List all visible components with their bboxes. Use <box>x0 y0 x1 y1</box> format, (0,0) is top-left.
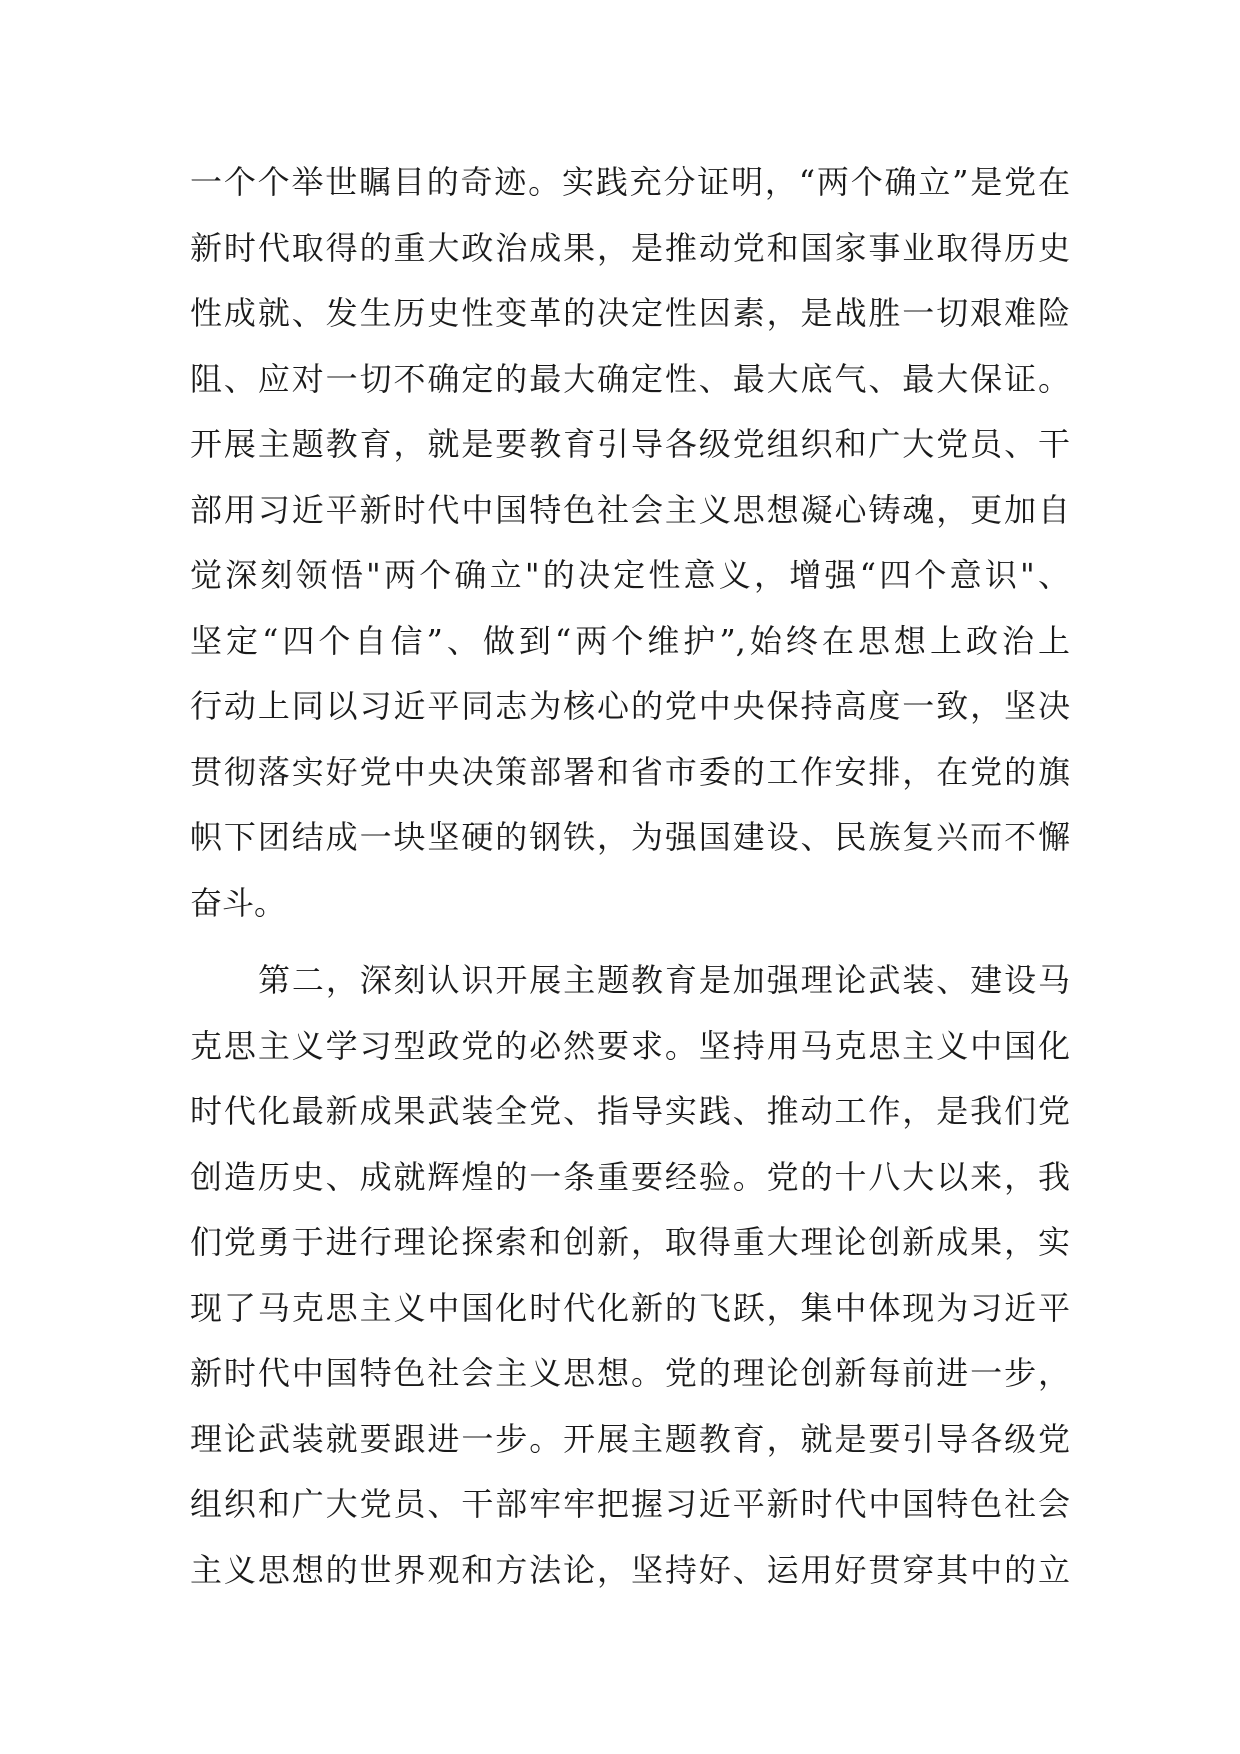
text-line: 新时代取得的重大政治成果，是推动党和国家事业取得历史 <box>190 228 1070 267</box>
body-text <box>190 150 1070 1603</box>
text-line: 现了马克思主义中国化时代化新的飞跃，集中体现为习近平 <box>190 1288 1070 1327</box>
text-line: 性成就、发生历史性变革的决定性因素，是战胜一切艰难险 <box>190 294 1070 332</box>
text-line: 开展主题教育，就是要教育引导各级党组织和广大党员、干 <box>190 425 1070 463</box>
text-line: 部用习近平新时代中国特色社会主义思想凝心铸魂，更加自 <box>190 490 1070 529</box>
text-line: 阻、应对一切不确定的最大确定性、最大底气、最大保证。 <box>190 359 1070 398</box>
text-line: 创造历史、成就辉煌的一条重要经验。党的十八大以来，我 <box>190 1157 1070 1196</box>
text-line: 坚定“四个自信”、做到“两个维护”,始终在思想上政治上 <box>190 621 1070 660</box>
text-line: 行动上同以习近平同志为核心的党中央保持高度一致，坚决 <box>190 687 1070 725</box>
text-line: 贯彻落实好党中央决策部署和省市委的工作安排，在党的旗 <box>190 752 1070 791</box>
text-line: 主义思想的世界观和方法论，坚持好、运用好贯穿其中的立 <box>190 1550 1070 1589</box>
paragraph-start-line: 第二，深刻认识开展主题教育是加强理论武装、建设马 <box>258 961 1070 999</box>
text-line: 觉深刻领悟"两个确立"的决定性意义，增强“四个意识"、 <box>190 556 1070 594</box>
text-line: 组织和广大党员、干部牢牢把握习近平新时代中国特色社会 <box>190 1485 1070 1523</box>
text-line: 们党勇于进行理论探索和创新，取得重大理论创新成果，实 <box>190 1223 1070 1261</box>
text-line: 一个个举世瞩目的奇迹。实践充分证明，“两个确立”是党在 <box>190 163 1070 201</box>
text-line: 克思主义学习型政党的必然要求。坚持用马克思主义中国化 <box>190 1026 1070 1065</box>
text-line: 帜下团结成一块坚硬的钢铁，为强国建设、民族复兴而不懈 <box>190 818 1070 856</box>
text-line: 理论武装就要跟进一步。开展主题教育，就是要引导各级党 <box>190 1419 1070 1458</box>
paragraph-end-line: 奋斗。 <box>190 883 287 922</box>
text-line: 时代化最新成果武装全党、指导实践、推动工作，是我们党 <box>190 1092 1070 1130</box>
text-line: 新时代中国特色社会主义思想。党的理论创新每前进一步， <box>190 1354 1070 1392</box>
